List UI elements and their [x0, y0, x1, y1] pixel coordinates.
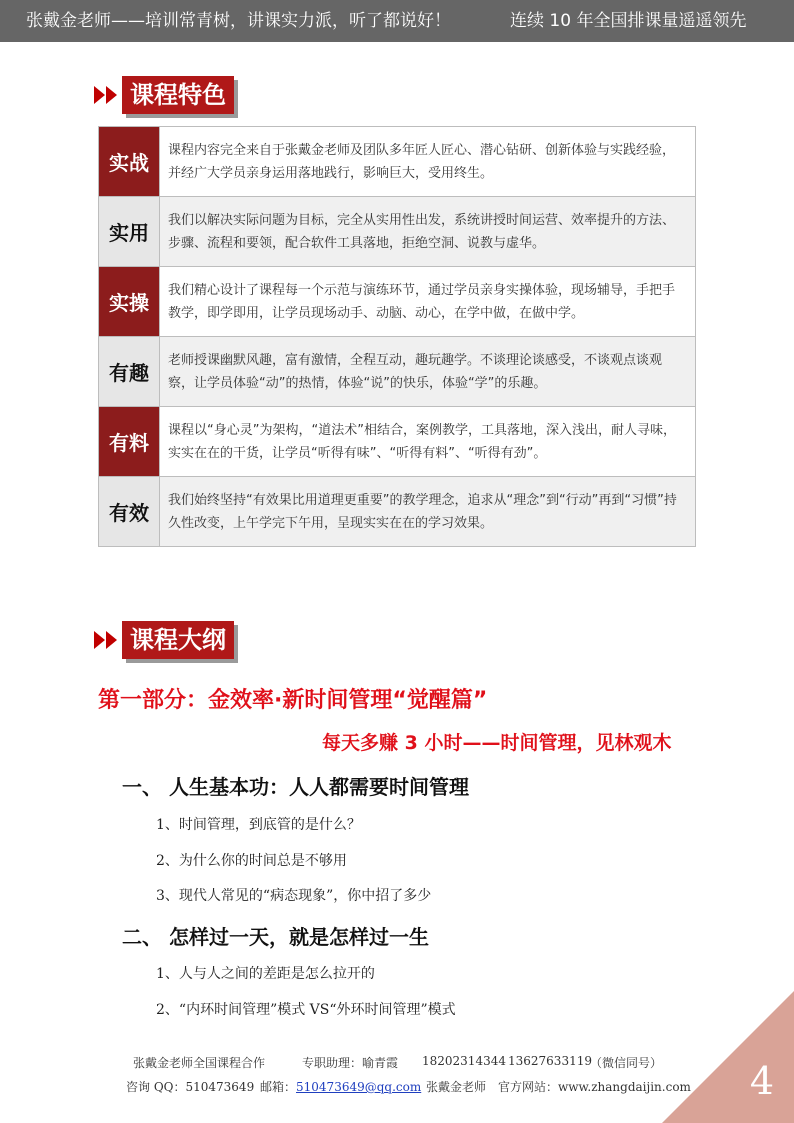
feature-row [99, 127, 696, 197]
outline-title: 课程大纲 [122, 621, 234, 659]
email-link[interactable]: 510473649@qq.com [296, 1080, 422, 1094]
footer-email [260, 1078, 421, 1095]
outline-item: 1、人与人之间的差距是怎么拉开的 [156, 966, 375, 982]
double-arrow-icon [94, 86, 118, 104]
corner-decoration [662, 991, 794, 1123]
feature-description: 我们以解决实际问题为目标，完全从实用性出发，系统讲授时间运营、效率提升的方法、步骤、流程和要领，配合软件工具落地，拒绝空洞、说教与虚华。 [160, 197, 696, 267]
features-table [98, 126, 696, 547]
double-arrow-icon [94, 631, 118, 649]
footer-email-label: 邮箱： [260, 1080, 297, 1094]
feature-row [99, 407, 696, 477]
feature-label: 有料 [99, 407, 160, 477]
feature-label: 实用 [99, 197, 160, 267]
feature-label: 实战 [99, 127, 160, 197]
feature-label: 实操 [99, 267, 160, 337]
features-heading [94, 76, 234, 114]
feature-row [99, 197, 696, 267]
footer-phone-2: 13627633119 [508, 1054, 592, 1068]
feature-description: 我们精心设计了课程每一个示范与演练环节，通过学员亲身实操体验，现场辅导，手把手教学，即学即用，让学员现场动手、动脑、动心，在学中做，在做中学。 [160, 267, 696, 337]
page-number: 4 [749, 1059, 774, 1103]
footer-qq: 咨询 QQ：510473649 [126, 1080, 255, 1094]
feature-label: 有趣 [99, 337, 160, 407]
part-title: 第一部分：金效率·新时间管理“觉醒篇” [98, 688, 488, 713]
feature-row [99, 337, 696, 407]
feature-row [99, 477, 696, 547]
feature-label: 有效 [99, 477, 160, 547]
outline-heading [94, 621, 234, 659]
outline-item: 2、为什么你的时间总是不够用 [156, 853, 347, 869]
footer-assistant: 专职助理：喻青霞 [302, 1056, 399, 1070]
feature-description: 我们始终坚持“有效果比用道理更重要”的教学理念，追求从“理念”到“行动”再到“习惯”持久性改变，上午学完下午用，呈现实实在在的学习效果。 [160, 477, 696, 547]
outline-item: 3、现代人常见的“病态现象”，你中招了多少 [156, 888, 432, 904]
chapter-title: 一、 人生基本功：人人都需要时间管理 [122, 775, 469, 799]
footer-website: 张戴金老师 官方网站：www.zhangdaijin.com [426, 1080, 691, 1094]
banner-slogan: 张戴金老师——培训常青树，讲课实力派，听了都说好！ [26, 11, 451, 31]
footer-phone-1: 18202314344 [422, 1054, 506, 1068]
feature-description: 老师授课幽默风趣，富有激情，全程互动，趣玩趣学。不谈理论谈感受，不谈观点谈观察，让学员体验“动”的热情，体验“说”的快乐，体验“学”的乐趣。 [160, 337, 696, 407]
top-banner [0, 0, 794, 42]
feature-description: 课程以“身心灵”为架构，“道法术”相结合，案例教学，工具落地，深入浅出，耐人寻味，实实在在的干货，让学员“听得有味”、“听得有料”、“听得有劲”。 [160, 407, 696, 477]
footer-cooperation: 张戴金老师全国课程合作 [133, 1056, 266, 1070]
feature-description: 课程内容完全来自于张戴金老师及团队多年匠人匠心、潜心钻研、创新体验与实践经验，并经广大学员亲身运用落地践行，影响巨大，受用终生。 [160, 127, 696, 197]
chapter-title: 二、 怎样过一天，就是怎样过一生 [122, 925, 429, 949]
features-title: 课程特色 [122, 76, 234, 114]
feature-row [99, 267, 696, 337]
footer-wechat-note: （微信同号） [590, 1056, 663, 1070]
outline-item: 2、“内环时间管理”模式 VS“外环时间管理”模式 [156, 1002, 456, 1018]
part-subtitle: 每天多赚 3 小时——时间管理，见林观木 [322, 732, 672, 754]
banner-highlight: 连续 10 年全国排课量遥遥领先 [510, 11, 747, 31]
outline-item: 1、时间管理，到底管的是什么？ [156, 817, 361, 833]
